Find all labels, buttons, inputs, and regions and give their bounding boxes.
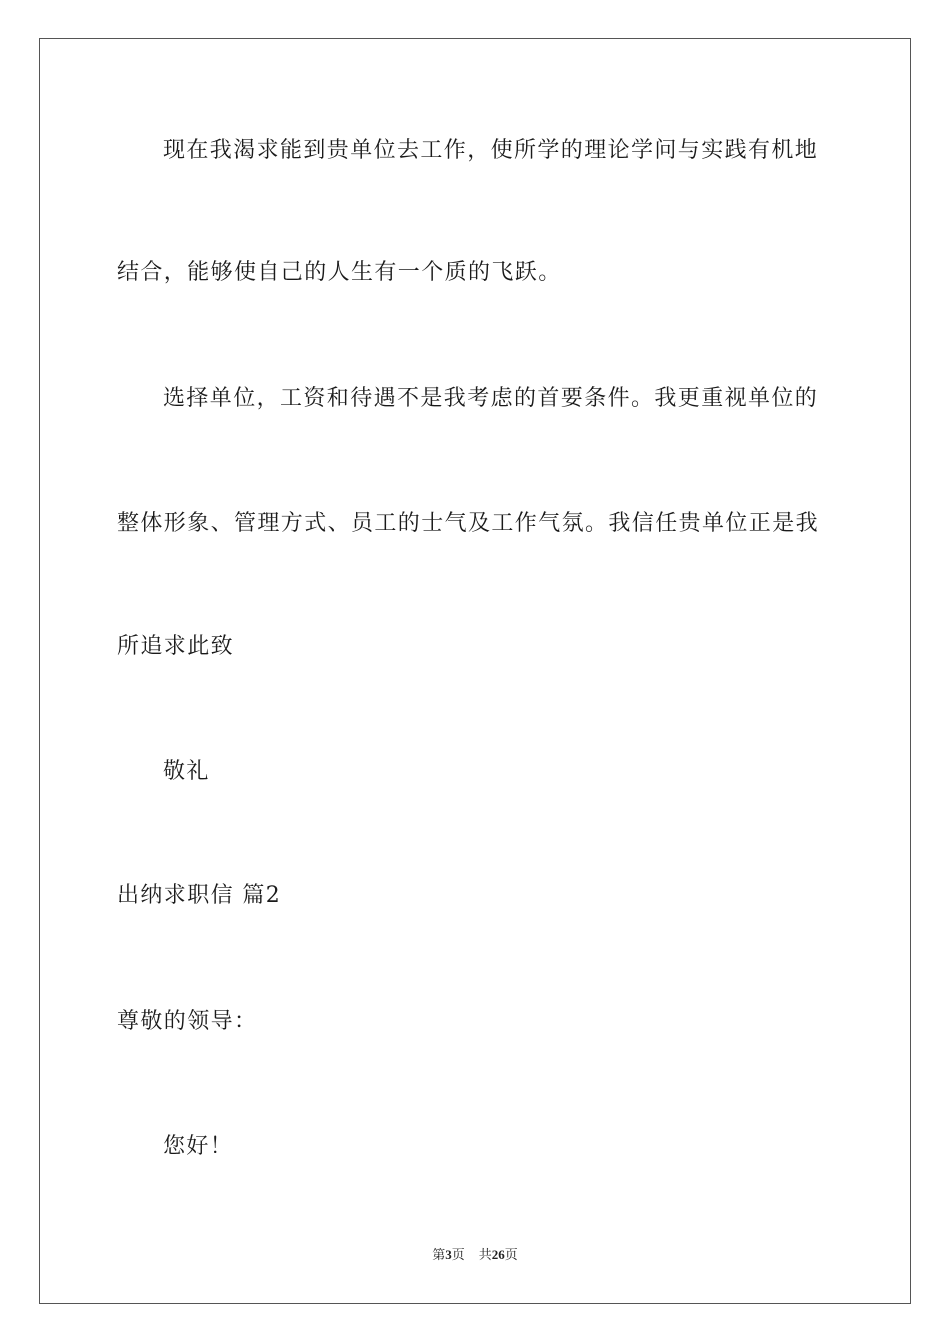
footer-page-number: 3 bbox=[445, 1247, 452, 1262]
section-heading: 出纳求职信 篇2 bbox=[117, 883, 282, 908]
paragraph-line-1: 现在我渴求能到贵单位去工作，使所学的理论学问与实践有机地 bbox=[163, 138, 819, 163]
footer-total-suffix: 页 bbox=[504, 1247, 518, 1262]
closing-salutation: 敬礼 bbox=[163, 759, 210, 784]
greeting-line: 尊敬的领导： bbox=[117, 1009, 258, 1034]
paragraph-line-2: 结合，能够使自己的人生有一个质的飞跃。 bbox=[117, 260, 562, 285]
paragraph-line-3: 选择单位，工资和待遇不是我考虑的首要条件。我更重视单位的 bbox=[163, 386, 819, 411]
footer-page-prefix: 第 bbox=[432, 1247, 446, 1262]
paragraph-line-4: 整体形象、管理方式、员工的士气及工作气氛。我信任贵单位正是我 bbox=[117, 511, 820, 536]
footer-page-suffix: 页 bbox=[451, 1247, 465, 1262]
page-border bbox=[39, 38, 911, 1304]
paragraph-line-5: 所追求此致 bbox=[117, 634, 235, 659]
page-footer bbox=[0, 1246, 950, 1264]
footer-total-prefix: 共 bbox=[478, 1247, 492, 1262]
footer-total-pages: 26 bbox=[491, 1247, 505, 1262]
greeting-hello: 您好！ bbox=[163, 1134, 234, 1159]
